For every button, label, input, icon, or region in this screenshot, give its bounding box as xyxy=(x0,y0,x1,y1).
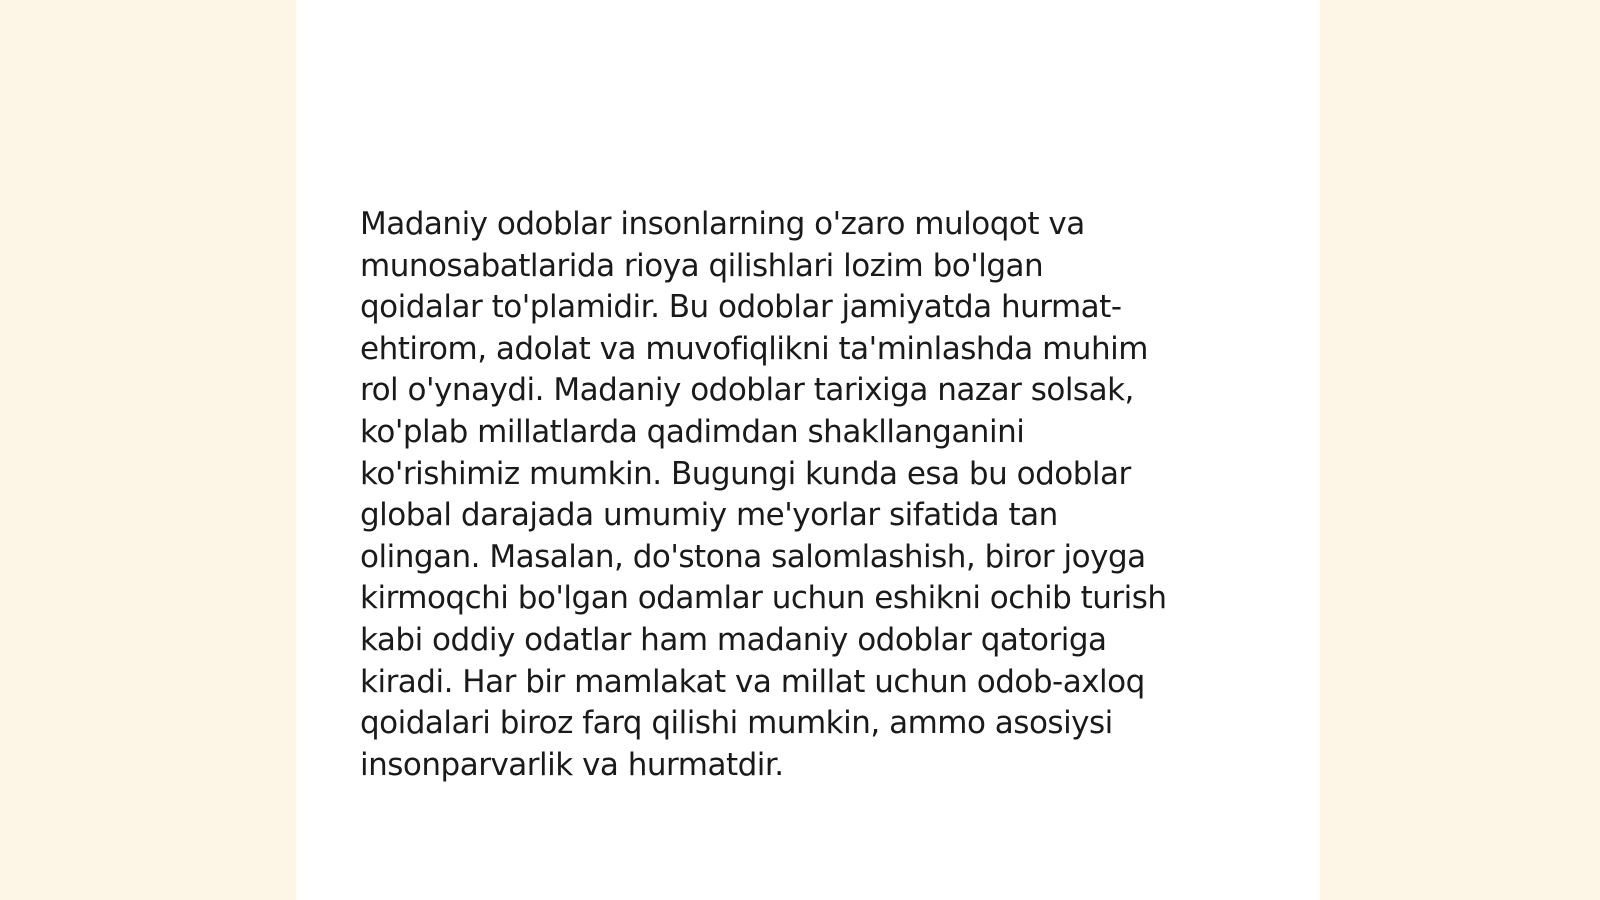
text-line: global darajada umumiy me'yorlar sifatida tan xyxy=(360,497,1058,534)
text-line: ko'plab millatlarda qadimdan shakllanganini xyxy=(360,413,1025,450)
text-line: ko'rishimiz mumkin. Bugungi kunda esa bu odoblar xyxy=(360,455,1131,492)
text-line: kabi oddiy odatlar ham madaniy odoblar qatoriga xyxy=(360,621,1107,658)
text-line: ehtirom, adolat va muvofiqlikni ta'minlashda muhim xyxy=(360,330,1148,367)
text-line: munosabatlarida rioya qilishlari lozim bo'lgan xyxy=(360,247,1044,284)
text-line: qoidalari biroz farq qilishi mumkin, ammo asosiysi xyxy=(360,705,1113,742)
text-line: rol o'ynaydi. Madaniy odoblar tarixiga nazar solsak, xyxy=(360,372,1134,409)
text-line: olingan. Masalan, do'stona salomlashish, biror joyga xyxy=(360,538,1146,575)
text-line: kiradi. Har bir mamlakat va millat uchun odob-axloq xyxy=(360,663,1145,700)
body-paragraph xyxy=(360,204,1260,786)
text-line: qoidalar to'plamidir. Bu odoblar jamiyatda hurmat- xyxy=(360,289,1122,326)
text-line: Madaniy odoblar insonlarning o'zaro muloqot va xyxy=(360,206,1085,242)
document-page xyxy=(296,0,1320,900)
text-line: kirmoqchi bo'lgan odamlar uchun eshikni ochib turish xyxy=(360,580,1167,617)
text-line: insonparvarlik va hurmatdir. xyxy=(360,746,784,783)
